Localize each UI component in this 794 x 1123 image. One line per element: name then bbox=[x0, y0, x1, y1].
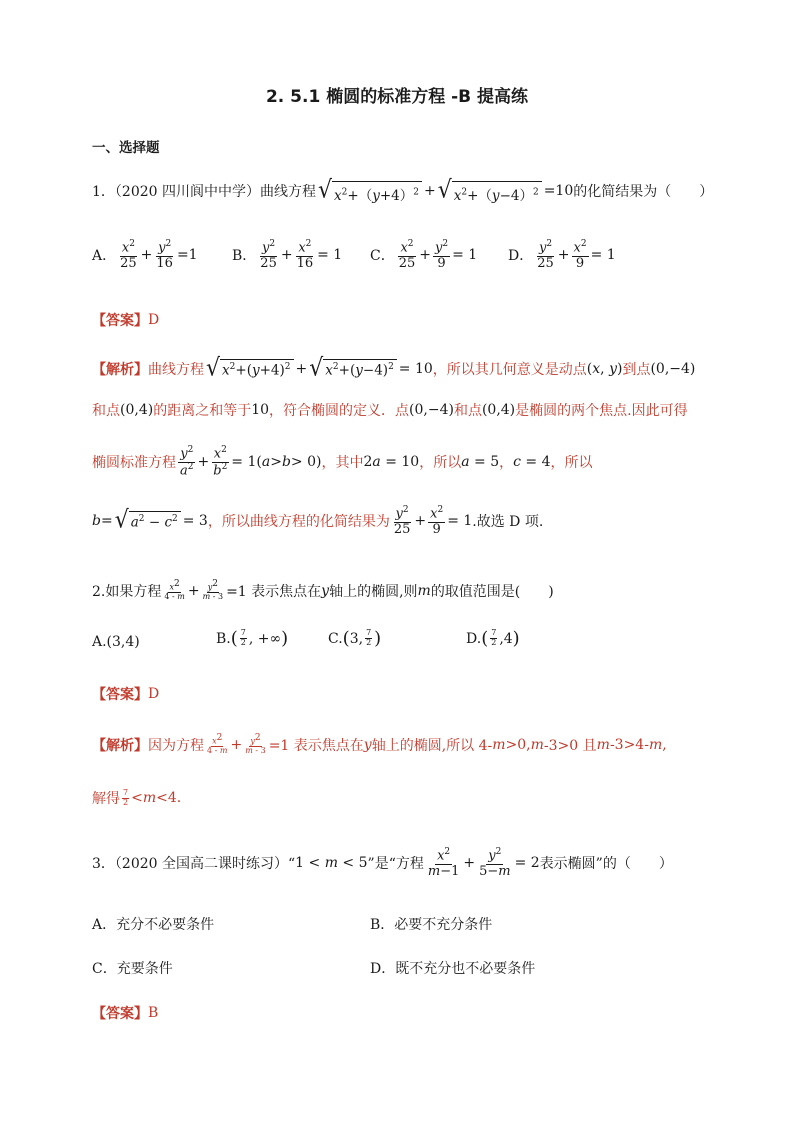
q1-analysis-line-1: 【解析】 曲线方程 √ $x^2+(y+4)^2$ + √ $x^2+(y-4)^2$ = 10 ，所以其几何意义是动点 (x, y) 到点 (0,−4) bbox=[92, 354, 696, 383]
sqrt-term: √ $x^2+(y+4)^2$ bbox=[318, 178, 422, 204]
section-heading: 一、选择题 bbox=[92, 140, 160, 156]
q1-option-c: C． $\frac{x^2}{25}$ + $\frac{y^2}{9}$ = 1 bbox=[370, 239, 478, 271]
q1-analysis-line-2: 和点 (0,4) 的距离之和等于 10 ，符合椭圆的定义．点 (0,−4) 和点 (0,4) 是椭圆的两个焦点.因此可得 bbox=[92, 402, 688, 419]
q2-option-a: A.(3,4) bbox=[92, 634, 140, 650]
q1-option-d: D． $\frac{y^2}{25}$ + $\frac{x^2}{9}$ = 1 bbox=[508, 239, 616, 271]
q2-solution: 解得 $\frac{7}{2}$ < m <4. bbox=[92, 787, 182, 807]
q2-answer: 【答案】 D bbox=[92, 686, 160, 703]
q3-option-c: C．充要条件 bbox=[92, 961, 173, 977]
q2-analysis: 【解析】 因为方程 $\frac{x^2}{4 - m}$ + $\frac{y^2}{m - 3}$ =1 表示焦点在 y 轴上的椭圆,所以 4- m >0, m -3>0 且 m -3>4- m , bbox=[92, 733, 667, 756]
q1-analysis-line-4: b = √ $a^2 - c^2$ = 3 ，所以曲线方程的化简结果为 $\frac{y^2}{25}$ + $\frac{x^2}{9}$ = 1 .故选 D 项. bbox=[92, 505, 544, 537]
q3-answer: 【答案】 B bbox=[92, 1005, 159, 1022]
q2-stem: 2.如果方程 $\frac{x^2}{4 - m}$ + $\frac{y^2}{m - 3}$ =1 表示焦点在 y 轴上的椭圆,则 m 的取值范围是( ) bbox=[92, 579, 554, 602]
q1-analysis-line-3: 椭圆标准方程 $\frac{y^2}{a^2}$ + $\frac{x^2}{b^2}$ = 1( a > b > 0) ，其中 2a = 10 ，所以 a = 5 ， c = 4 ，所以 bbox=[92, 445, 593, 478]
q1-option-b: B． $\frac{y^2}{25}$ + $\frac{x^2}{16}$ = 1 bbox=[232, 239, 343, 271]
q1-answer: 【答案】 D bbox=[92, 312, 160, 329]
page-title: 2. 5.1 椭圆的标准方程 -B 提高练 bbox=[265, 87, 529, 107]
q1-stem: 1．（2020 四川阆中中学）曲线方程 √ $x^2+(y+4)^2$ + √ $x^2+(y-4)^2$ =10 的化简结果为（ ） bbox=[92, 176, 714, 205]
q2-option-c: C. ( 3, $\frac{7}{2}$ ) bbox=[328, 628, 382, 649]
q3-option-d: D．既不充分也不必要条件 bbox=[370, 961, 536, 977]
sqrt-term: √ $x^2+(y-4)^2$ bbox=[438, 178, 542, 204]
q3-stem: 3．（2020 全国高二课时练习）“ 1 < m < 5 ”是“方程 $\frac{x^2}{m-1}$ + $\frac{y^2}{5-m}$ = 2 表示椭圆”的（ ） bbox=[92, 847, 673, 879]
q2-option-b: B. ( $\frac{7}{2}$ , +∞ ) bbox=[216, 628, 289, 649]
q2-option-d: D. ( $\frac{7}{2}$ ,4 ) bbox=[466, 628, 520, 649]
q3-option-b: B．必要不充分条件 bbox=[370, 917, 493, 933]
q1-option-a: A． $\frac{x^2}{25}$ + $\frac{y^2}{16}$ =1 bbox=[92, 239, 198, 271]
q3-option-a: A．充分不必要条件 bbox=[92, 917, 215, 933]
